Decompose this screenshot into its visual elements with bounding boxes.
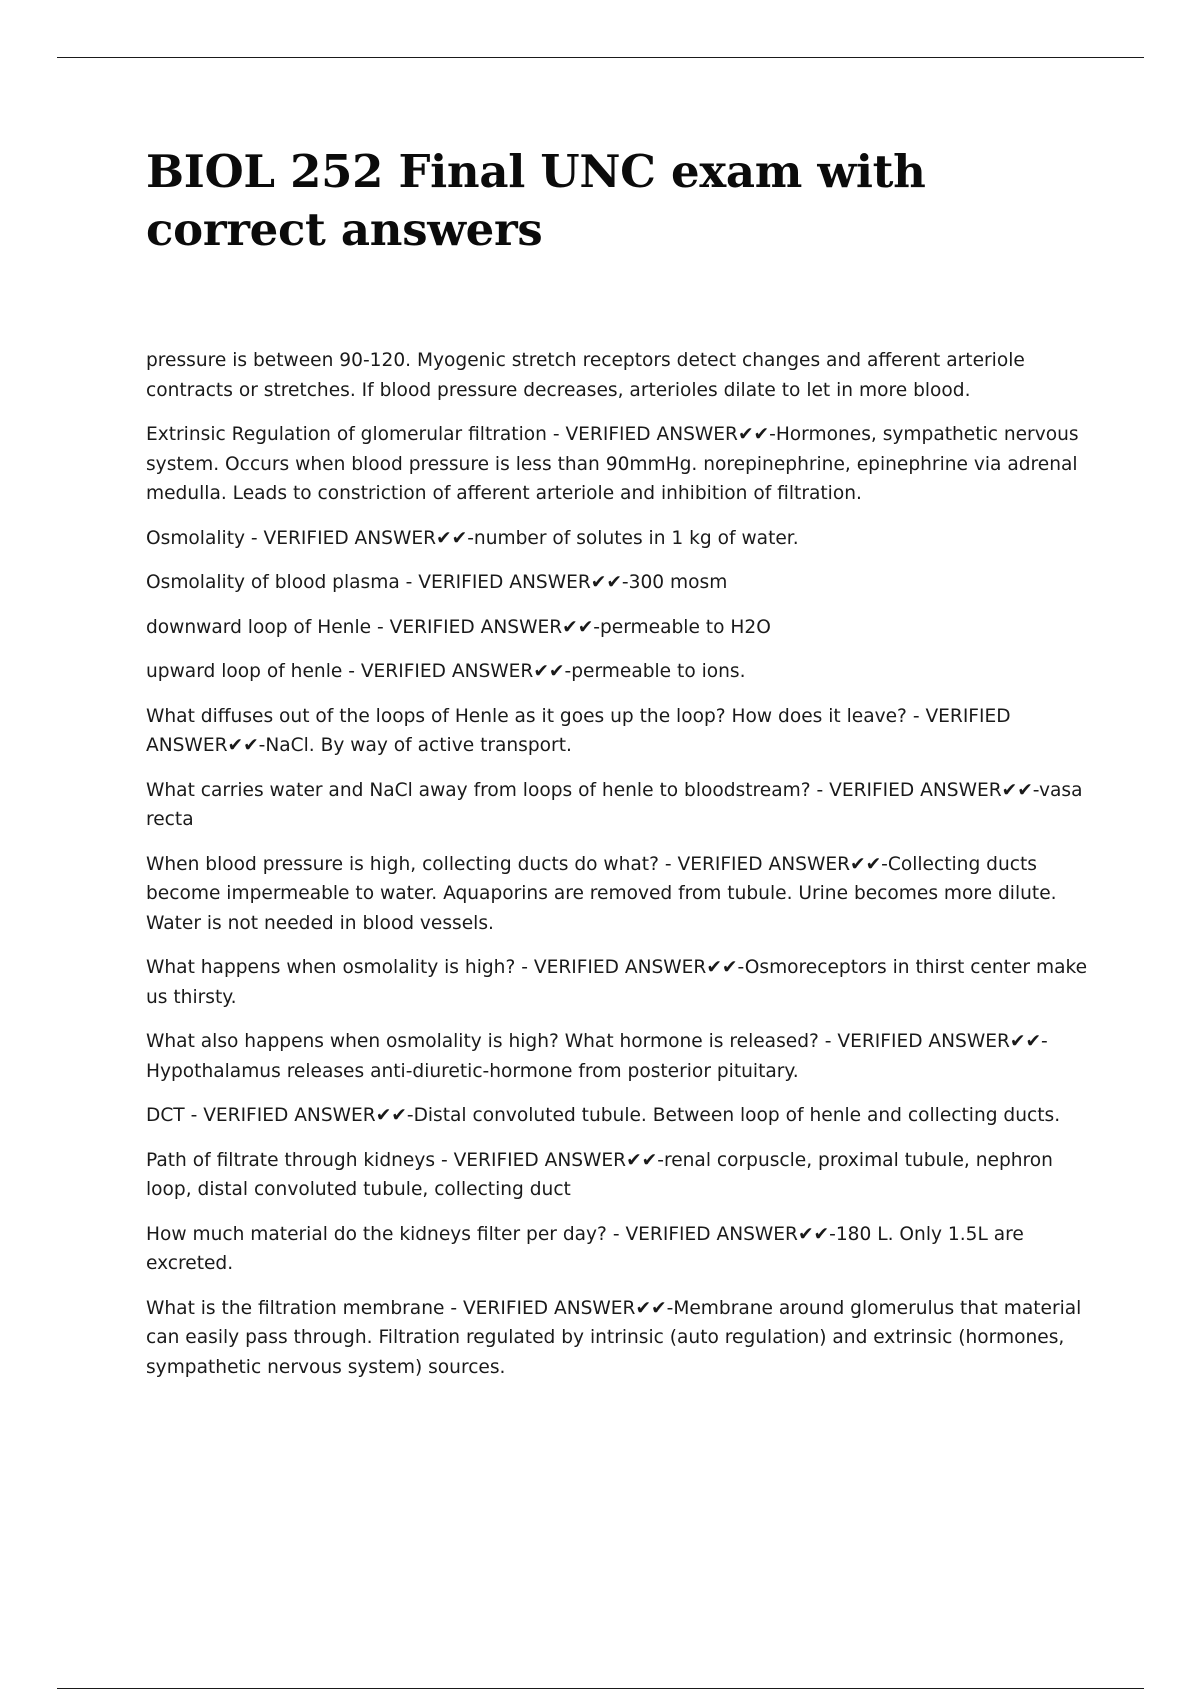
paragraph: What also happens when osmolality is high? What hormone is released? - VERIFIED ANSWER✔✔-Hypothalamus releases anti-diuretic-hormone from posterior pituitary. <box>146 1031 1048 1082</box>
paragraph: When blood pressure is high, collecting ducts do what? - VERIFIED ANSWER✔✔-Collecting ducts become impermeable to water. Aquaporins are removed from tubule. Urine becomes more dilute. Water is not needed in blood vessels. <box>146 853 1057 934</box>
paragraph: Osmolality - VERIFIED ANSWER✔✔-number of solutes in 1 kg of water. <box>146 527 799 549</box>
paragraph: Osmolality of blood plasma - VERIFIED ANSWER✔✔-300 mosm <box>146 572 728 593</box>
paragraph: How much material do the kidneys filter per day? - VERIFIED ANSWER✔✔-180 L. Only 1.5L are excreted. <box>146 1223 1024 1274</box>
paragraph: DCT - VERIFIED ANSWER✔✔-Distal convoluted tubule. Between loop of henle and collecting ducts. <box>146 1105 1061 1126</box>
bottom-rule <box>57 1688 1144 1689</box>
paragraph: Extrinsic Regulation of glomerular filtration - VERIFIED ANSWER✔✔-Hormones, sympathetic nervous system. Occurs when blood pressure is less than 90mmHg. norepinephrine, epinephrine via adrenal medulla. Leads to constriction of afferent arteriole and inhibition of filtration. <box>146 424 1079 504</box>
paragraph: What diffuses out of the loops of Henle as it goes up the loop? How does it leave? - VERIFIED ANSWER✔✔-NaCl. By way of active transport. <box>146 705 1011 756</box>
paragraph: What carries water and NaCl away from loops of henle to bloodstream? - VERIFIED ANSWER✔✔-vasa recta <box>146 779 1083 830</box>
paragraph: What happens when osmolality is high? - VERIFIED ANSWER✔✔-Osmoreceptors in thirst center make us thirsty. <box>146 957 1088 1008</box>
document-body <box>146 346 1090 1397</box>
top-rule <box>57 57 1144 58</box>
paragraph: What is the filtration membrane - VERIFIED ANSWER✔✔-Membrane around glomerulus that material can easily pass through. Filtration regulated by intrinsic (auto regulation) and extrinsic (hormones, sympathetic nervous system) sources. <box>146 1297 1082 1378</box>
paragraph: upward loop of henle - VERIFIED ANSWER✔✔-permeable to ions. <box>146 661 746 682</box>
paragraph: Path of filtrate through kidneys - VERIFIED ANSWER✔✔-renal corpuscle, proximal tubule, nephron loop, distal convoluted tubule, collecting duct <box>146 1149 1053 1200</box>
paragraph: pressure is between 90-120. Myogenic stretch receptors detect changes and afferent arteriole contracts or stretches. If blood pressure decreases, arterioles dilate to let in more blood. <box>146 350 1025 401</box>
document-title: BIOL 252 Final UNC exam with correct answers <box>146 145 926 256</box>
paragraph: downward loop of Henle - VERIFIED ANSWER✔✔-permeable to H2O <box>146 616 771 638</box>
